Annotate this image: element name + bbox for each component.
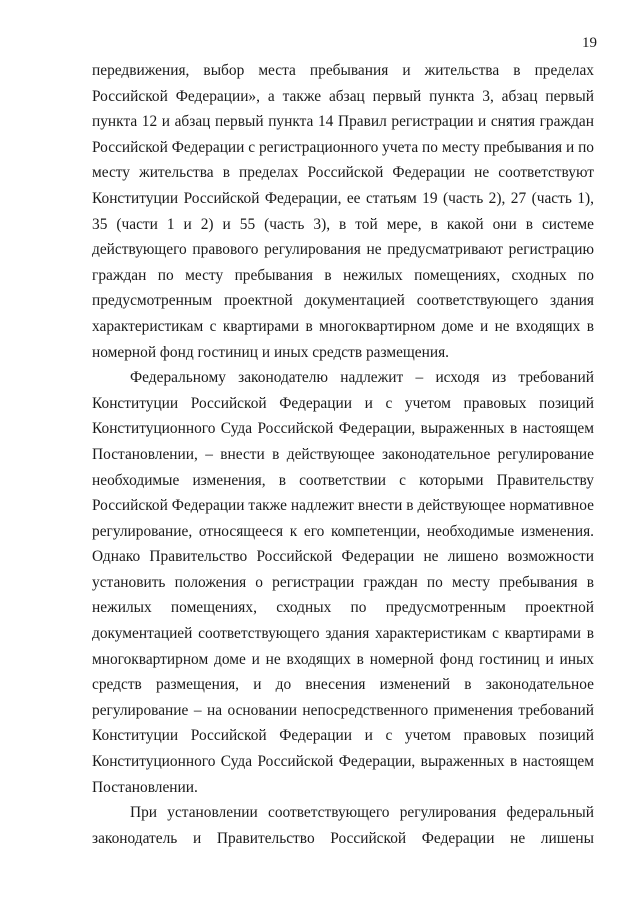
- paragraph-continuation: передвижения, выбор места пребывания и жительства в пределах Российской Федерации», а также абзац первый пункта 3, абзац первый пункта 12 и абзац первый пункта 14 Правил регистрации и снятия граждан Российской Федерации с регистрационного учета по месту пребывания и по месту жительства в пределах Российской Федерации не соответствуют Конституции Российской Федерации, ее статьям 19 (часть 2), 27 (часть 1), 35 (части 1 и 2) и 55 (часть 3), в той мере, в какой они в системе действующего правового регулирования не предусматривают регистрацию граждан по месту пребывания в нежилых помещениях, сходных по предусмотренным проектной документацией соответствующего здания характеристикам с квартирами в многоквартирном доме и не входящих в номерной фонд гостиниц и иных средств размещения.: [92, 62, 594, 361]
- page-number: 19: [582, 35, 597, 51]
- paragraph-regulation-setup: При установлении соответствующего регулирования федеральный законодатель и Правительство Российской Федерации не лишены: [92, 804, 594, 847]
- paragraph-legislator-obligation: Федеральному законодателю надлежит – исходя из требований Конституции Российской Федерации и с учетом правовых позиций Конституционного Суда Российской Федерации, выраженных в настоящем Постановлении, – внести в действующее законодательное регулирование необходимые изменения, в соответствии с которыми Правительству Российской Федерации также надлежит внести в действующее нормативное регулирование, относящееся к его компетенции, необходимые изменения. Однако Правительство Российской Федерации не лишено возможности установить положения о регистрации граждан по месту пребывания в нежилых помещениях, сходных по предусмотренным проектной документацией соответствующего здания характеристикам с квартирами в многоквартирном доме и не входящих в номерной фонд гостиниц и иных средств размещения, и до внесения изменений в законодательное регулирование – на основании непосредственного применения требований Конституции Российской Федерации и с учетом правовых позиций Конституционного Суда Российской Федерации, выраженных в настоящем Постановлении.: [92, 369, 594, 796]
- document-body: [92, 58, 594, 851]
